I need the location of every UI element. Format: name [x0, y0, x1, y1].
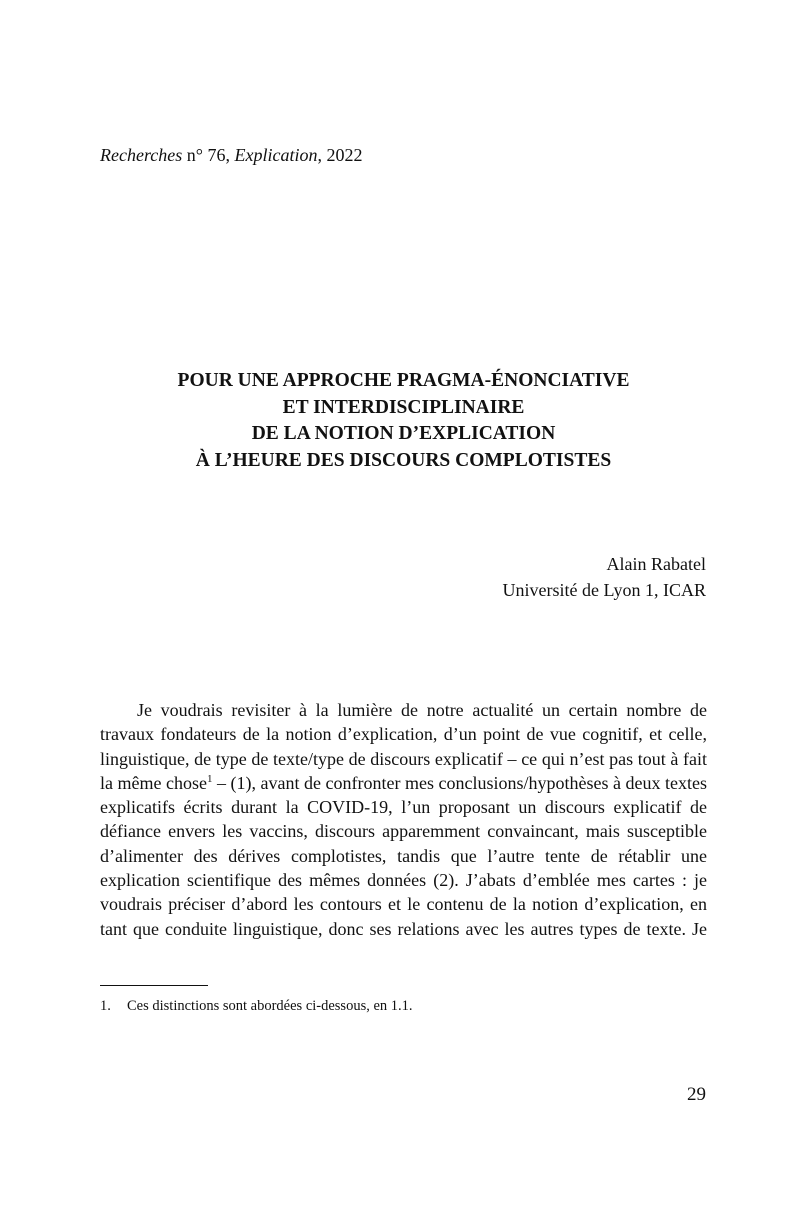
title-line: POUR UNE APPROCHE PRAGMA-ÉNONCIATIVE [177, 370, 630, 391]
author-block [503, 551, 706, 603]
journal-name: Recherches [100, 145, 183, 165]
body-text-part: – (1), avant de confronter mes conclusions/hypothèses à deux textes explicatifs écrits durant la COVID-19, l’un proposant un discours explicatif de défiance envers les vaccins, discours apparemment convaincant, mais susceptible d’alimenter des dérives complotistes, tandis que l’autre tente de rétablir une explication scientifique des mêmes données (2). J’abats d’emblée mes cartes : je voudrais préciser d’abord les contours et le contenu de la notion d’explication, en tant que conduite linguistique, donc ses relations avec les autres types de texte. Je [100, 772, 707, 939]
title-line: À L’HEURE DES DISCOURS COMPLOTISTES [195, 449, 612, 471]
article-title [100, 368, 707, 474]
footnote-text: Ces distinctions sont abordées ci-dessous, en 1.1. [127, 998, 413, 1014]
page-number: 29 [687, 1084, 706, 1105]
title-line: ET INTERDISCIPLINAIRE [282, 396, 525, 418]
issue-number: n° 76, [182, 145, 235, 165]
issue-year: , 2022 [317, 145, 363, 165]
author-name: Alain Rabatel [606, 554, 706, 574]
footnote-number: 1. [100, 998, 111, 1014]
body-paragraph [100, 698, 707, 941]
title-line: DE LA NOTION D’EXPLICATION [251, 423, 556, 444]
footnote-reference: 1 [206, 772, 213, 785]
footnote-separator [100, 985, 208, 986]
body-text-part: Je voudrais revisiter à la lumière de notre actualité un certain nombre de travaux fondateurs de la notion d’explication, d’un point de vue cognitif, et celle, linguistique, de type de texte/type de discours explicatif – ce qui n’est pas tout à fait la même chose [100, 700, 707, 793]
author-affiliation: Université de Lyon 1, ICAR [502, 580, 706, 600]
running-header [100, 143, 362, 167]
footnote [100, 996, 413, 1016]
issue-theme: Explication [234, 145, 318, 165]
